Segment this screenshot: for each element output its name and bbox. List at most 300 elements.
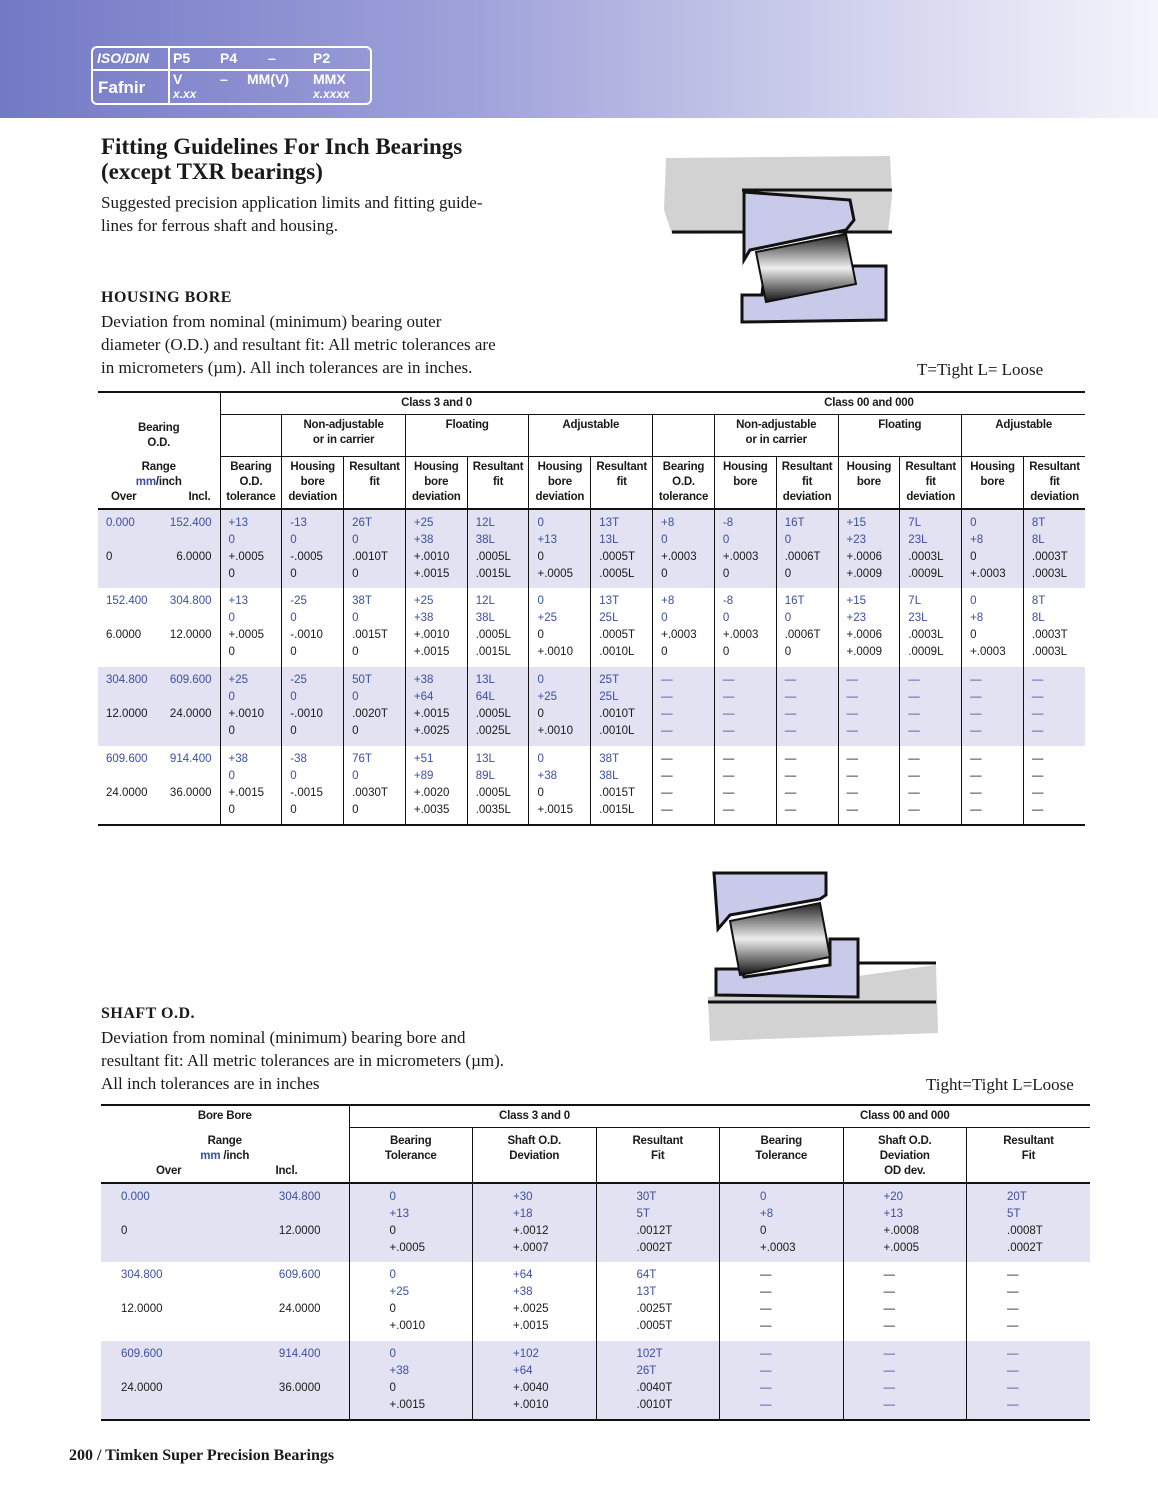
cell-value: +64 bbox=[513, 1269, 533, 1281]
cell-value: .0025L bbox=[475, 725, 511, 737]
value-cell bbox=[962, 588, 1024, 667]
cell-value: — bbox=[846, 770, 858, 782]
cell-value: 8T bbox=[1031, 595, 1046, 607]
cell-value: .0015T bbox=[599, 787, 636, 799]
cell-value: -.0015 bbox=[290, 787, 323, 799]
cell-value: +.0003 bbox=[970, 568, 1006, 580]
cell-value: — bbox=[760, 1303, 772, 1315]
cell-value: — bbox=[846, 753, 858, 765]
value-cell bbox=[1023, 746, 1085, 825]
cell-value: — bbox=[760, 1269, 772, 1281]
header-text: Resultant bbox=[596, 461, 647, 473]
cell-value: +38 bbox=[413, 612, 434, 624]
cell-value: .0015L bbox=[475, 568, 511, 580]
group-non-adjustable bbox=[714, 415, 838, 457]
header-text: Tolerance bbox=[755, 1150, 808, 1162]
cell-value: +13 bbox=[228, 517, 249, 529]
cell-value: 25L bbox=[599, 612, 619, 624]
cell-value: 0 bbox=[228, 534, 235, 546]
group-non-adjustable bbox=[282, 415, 406, 457]
header-text: Resultant bbox=[632, 1135, 684, 1147]
cell-value: +13 bbox=[389, 1208, 410, 1220]
cell-value: — bbox=[883, 1320, 896, 1332]
value-cell bbox=[962, 667, 1024, 746]
text-line: Deviation from nominal (minimum) bearing bore and bbox=[101, 1028, 466, 1047]
table-row bbox=[101, 1183, 1090, 1262]
spacer bbox=[106, 689, 220, 706]
cell-value: 0 bbox=[290, 646, 297, 658]
cell-value: 0 bbox=[970, 595, 977, 607]
header-text: Resultant bbox=[781, 461, 833, 473]
range-mm bbox=[106, 593, 220, 610]
cell-value: — bbox=[970, 770, 982, 782]
cell-value: +8 bbox=[970, 534, 984, 546]
cell-value: — bbox=[661, 804, 673, 816]
range-mm bbox=[106, 672, 220, 689]
value-cell bbox=[843, 1183, 967, 1262]
cell-value: 7L bbox=[908, 517, 922, 529]
cell-value: +.0010 bbox=[537, 646, 573, 658]
cell-value: +.0020 bbox=[413, 787, 450, 799]
cell-value: — bbox=[784, 770, 797, 782]
cell-value: 0 bbox=[228, 770, 235, 782]
header-text: tolerance bbox=[226, 491, 276, 503]
cell-value: 13L bbox=[475, 753, 495, 765]
value-cell bbox=[473, 1183, 597, 1262]
cell-value: 0 bbox=[389, 1348, 396, 1360]
cell-value: .0005T bbox=[599, 629, 636, 641]
cell-value: 0 bbox=[352, 691, 359, 703]
header-banner bbox=[0, 0, 1158, 118]
header-text: Bearing bbox=[662, 461, 705, 473]
value-cell bbox=[714, 746, 776, 825]
cell-value: 0 bbox=[722, 646, 730, 658]
range-incl-mm: 304.800 bbox=[169, 595, 212, 607]
value-cell bbox=[900, 509, 962, 588]
shaft-od-description bbox=[101, 1026, 591, 1095]
cell-value: +15 bbox=[846, 595, 867, 607]
cell-value: — bbox=[784, 804, 797, 816]
range-inch bbox=[106, 549, 220, 566]
cell-value: 0 bbox=[352, 804, 359, 816]
value-cell bbox=[591, 746, 653, 825]
cell-value: — bbox=[661, 787, 673, 799]
header-text: Non-adjustable bbox=[303, 419, 384, 431]
spacer bbox=[121, 1284, 349, 1301]
range-incl-inch: 36.0000 bbox=[169, 787, 212, 799]
cell-value: — bbox=[846, 804, 858, 816]
cell-value: 38T bbox=[599, 753, 620, 765]
cell-value: +.0010 bbox=[413, 551, 450, 563]
cell-value: +25 bbox=[537, 612, 557, 624]
cell-value: 13L bbox=[599, 534, 619, 546]
cell-value: — bbox=[784, 725, 797, 737]
range-header bbox=[98, 457, 220, 510]
cell-value: 5T bbox=[1007, 1208, 1021, 1220]
cell-value: — bbox=[661, 770, 673, 782]
column-header bbox=[714, 457, 776, 510]
cell-value: .0040T bbox=[636, 1382, 673, 1394]
range-over-mm: 304.800 bbox=[121, 1269, 163, 1281]
cell-value: +.0015 bbox=[413, 708, 450, 720]
cell-value: 38L bbox=[475, 534, 495, 546]
header-text: Bearing bbox=[230, 461, 272, 473]
cell-value: .0005L bbox=[475, 787, 511, 799]
cell-value: .0010T bbox=[636, 1399, 673, 1411]
range-incl-inch: 12.0000 bbox=[278, 1225, 321, 1237]
header-text: fit bbox=[1049, 476, 1060, 488]
cell-value: 8T bbox=[1031, 517, 1046, 529]
cell-value: .0009L bbox=[908, 646, 944, 658]
cell-value: — bbox=[1031, 708, 1044, 720]
cell-value: .0010T bbox=[352, 551, 388, 563]
range-over-mm: 609.600 bbox=[106, 753, 148, 765]
column-header bbox=[838, 457, 900, 510]
cell-value: 0 bbox=[784, 612, 792, 624]
cell-value: +.0009 bbox=[846, 646, 882, 658]
cell-value: — bbox=[1031, 770, 1044, 782]
range-incl-mm: 304.800 bbox=[278, 1191, 321, 1203]
cell-value: +38 bbox=[413, 534, 434, 546]
grade-sub: x.xx bbox=[173, 87, 197, 101]
cell-value: 12L bbox=[475, 517, 495, 529]
cell-value: +.0005 bbox=[537, 568, 573, 580]
range-over-inch: 6.0000 bbox=[106, 629, 142, 641]
cell-value: 0 bbox=[290, 568, 297, 580]
value-cell bbox=[220, 667, 282, 746]
grade-sub: x.xxxx bbox=[313, 87, 350, 101]
table-row bbox=[98, 667, 1085, 746]
cell-value: 23L bbox=[908, 612, 928, 624]
cell-value: — bbox=[1031, 674, 1044, 686]
bore-header: Bore Bore bbox=[197, 1110, 252, 1122]
header-text: bore bbox=[547, 476, 572, 488]
grade-label: MMX bbox=[313, 71, 346, 87]
value-cell bbox=[349, 1183, 473, 1262]
cell-value: +.0015 bbox=[413, 568, 450, 580]
cell-value: -.0010 bbox=[290, 708, 323, 720]
cell-value: +.0003 bbox=[722, 629, 759, 641]
value-cell bbox=[720, 1341, 844, 1420]
value-cell bbox=[282, 667, 344, 746]
header-text: Resultant bbox=[349, 461, 400, 473]
cell-value: +.0010 bbox=[389, 1320, 425, 1332]
value-cell bbox=[282, 588, 344, 667]
cell-value: 0 bbox=[537, 551, 544, 563]
header-text: Shaft O.D. bbox=[877, 1135, 932, 1147]
cell-value: 0 bbox=[290, 534, 297, 546]
cell-value: +.0015 bbox=[228, 787, 264, 799]
cell-value: 38T bbox=[352, 595, 372, 607]
header-text: O.D. bbox=[672, 476, 695, 488]
header-text: Range bbox=[141, 460, 176, 473]
cell-value: — bbox=[970, 787, 982, 799]
cell-value: 0 bbox=[352, 568, 359, 580]
text-line: Deviation from nominal (minimum) bearing outer bbox=[101, 312, 442, 331]
spacer bbox=[121, 1206, 349, 1223]
shaft-od-table bbox=[101, 1104, 1090, 1421]
cell-value: +.0010 bbox=[537, 725, 573, 737]
range-over-inch: 24.0000 bbox=[106, 787, 148, 799]
cell-value: +.0007 bbox=[513, 1242, 549, 1254]
header-text: O.D. bbox=[147, 436, 171, 449]
range-cell bbox=[98, 746, 220, 825]
page-footer: 200 / Timken Super Precision Bearings bbox=[69, 1447, 335, 1464]
subtitle-line: lines for ferrous shaft and housing. bbox=[101, 216, 339, 235]
cell-value: 0 bbox=[537, 517, 544, 529]
value-cell bbox=[591, 509, 653, 588]
range-over-inch: 0 bbox=[121, 1225, 128, 1237]
cell-value: — bbox=[1031, 753, 1044, 765]
cell-value: +38 bbox=[537, 770, 557, 782]
range-cell bbox=[101, 1183, 349, 1262]
cell-value: -38 bbox=[290, 753, 307, 765]
cell-value: .0008T bbox=[1007, 1225, 1043, 1237]
cell-value: — bbox=[661, 725, 673, 737]
spacer bbox=[106, 610, 220, 627]
cell-value: — bbox=[784, 753, 797, 765]
value-cell bbox=[900, 746, 962, 825]
value-cell bbox=[962, 746, 1024, 825]
cell-value: 0 bbox=[228, 612, 235, 624]
cell-value: 0 bbox=[228, 725, 235, 737]
value-cell bbox=[405, 588, 467, 667]
cell-value: 16T bbox=[784, 517, 805, 529]
cell-value: +.0003 bbox=[970, 646, 1006, 658]
cell-value: 0 bbox=[352, 646, 359, 658]
cell-value: 0 bbox=[352, 612, 359, 624]
value-cell bbox=[220, 746, 282, 825]
header-text: deviation bbox=[906, 491, 956, 503]
range-over-inch: 24.0000 bbox=[121, 1382, 163, 1394]
cell-value: +38 bbox=[228, 753, 249, 765]
cell-value: .0005L bbox=[599, 568, 635, 580]
cell-value: +.0008 bbox=[883, 1225, 920, 1237]
cell-value: -.0010 bbox=[290, 629, 323, 641]
cell-value: 0 bbox=[661, 612, 668, 624]
cell-value: 50T bbox=[352, 674, 372, 686]
class-3-0-header: Class 3 and 0 bbox=[349, 1105, 720, 1128]
cell-value: — bbox=[846, 787, 858, 799]
cell-value: .0005L bbox=[475, 708, 511, 720]
cell-value: — bbox=[883, 1382, 896, 1394]
value-cell bbox=[591, 667, 653, 746]
cell-value: 0 bbox=[389, 1382, 396, 1394]
cell-value: +.0005 bbox=[389, 1242, 425, 1254]
cell-value: — bbox=[908, 674, 920, 686]
cell-value: +18 bbox=[513, 1208, 533, 1220]
value-cell bbox=[467, 746, 529, 825]
header-text: Housing bbox=[970, 461, 1015, 473]
value-cell bbox=[282, 509, 344, 588]
header-text: Housing bbox=[846, 461, 892, 473]
column-header bbox=[843, 1128, 967, 1184]
cell-value: +8 bbox=[970, 612, 984, 624]
text-line: diameter (O.D.) and resultant fit: All metric tolerances are bbox=[101, 335, 496, 354]
spacer bbox=[106, 532, 220, 549]
cell-value: .0006T bbox=[784, 629, 821, 641]
cell-value: — bbox=[760, 1399, 772, 1411]
header-text: Over bbox=[111, 490, 137, 503]
cell-value: .0005T bbox=[636, 1320, 673, 1332]
cell-value: +.0003 bbox=[722, 551, 759, 563]
cell-value: .0002T bbox=[1007, 1242, 1043, 1254]
cell-value: +23 bbox=[846, 534, 867, 546]
cell-value: 0 bbox=[537, 674, 544, 686]
cell-value: 0 bbox=[389, 1303, 396, 1315]
cell-value: .0009L bbox=[908, 568, 944, 580]
cell-value: .0003L bbox=[908, 551, 944, 563]
cell-value: 26T bbox=[636, 1365, 657, 1377]
cell-value: +.0025 bbox=[513, 1303, 549, 1315]
cell-value: — bbox=[784, 708, 797, 720]
range-mm bbox=[121, 1189, 349, 1206]
header-text: Bearing bbox=[760, 1135, 802, 1147]
cell-value: 0 bbox=[760, 1191, 767, 1203]
cell-value: — bbox=[661, 691, 673, 703]
cell-value: +.0003 bbox=[760, 1242, 796, 1254]
grade-label: P4 bbox=[220, 50, 238, 66]
cell-value: — bbox=[760, 1320, 772, 1332]
cell-value: 0 bbox=[228, 568, 235, 580]
header-text: Resultant bbox=[1003, 1135, 1054, 1147]
cell-value: — bbox=[1007, 1303, 1019, 1315]
cell-value: +.0015 bbox=[413, 646, 450, 658]
page-title bbox=[101, 134, 462, 184]
cell-value: 0 bbox=[722, 612, 730, 624]
header-text: Bearing bbox=[390, 1135, 432, 1147]
cell-value: .0003L bbox=[908, 629, 944, 641]
range-inch bbox=[121, 1380, 349, 1397]
cell-value: 7L bbox=[908, 595, 922, 607]
header-text: deviation bbox=[288, 491, 338, 503]
header-text: Deviation bbox=[509, 1150, 560, 1162]
range-incl-mm: 609.600 bbox=[278, 1269, 321, 1281]
group-floating: Floating bbox=[405, 415, 529, 457]
cell-value: 0 bbox=[290, 725, 297, 737]
cell-value: 16T bbox=[784, 595, 805, 607]
cell-value: — bbox=[970, 804, 982, 816]
value-cell bbox=[596, 1183, 720, 1262]
header-text: Housing bbox=[723, 461, 768, 473]
header-text: Shaft O.D. bbox=[507, 1135, 562, 1147]
cell-value: -.0005 bbox=[290, 551, 323, 563]
header-text: Housing bbox=[413, 461, 459, 473]
value-cell bbox=[220, 509, 282, 588]
cell-value: -8 bbox=[722, 595, 734, 607]
cell-value: 89L bbox=[475, 770, 495, 782]
value-cell bbox=[529, 746, 591, 825]
cell-value: 0 bbox=[228, 804, 235, 816]
cell-value: .0025T bbox=[636, 1303, 673, 1315]
cell-value: 38L bbox=[475, 612, 495, 624]
cell-value: 13T bbox=[599, 595, 620, 607]
column-header bbox=[962, 457, 1024, 510]
cell-value: 0 bbox=[784, 534, 792, 546]
cell-value: 0 bbox=[228, 646, 235, 658]
cell-value: 0 bbox=[352, 534, 359, 546]
table-row bbox=[98, 588, 1085, 667]
cell-value: +15 bbox=[846, 517, 867, 529]
cell-value: +38 bbox=[413, 674, 434, 686]
range-over-inch: 0 bbox=[106, 551, 113, 563]
spacer bbox=[106, 768, 220, 785]
value-cell bbox=[467, 509, 529, 588]
grade-label: – bbox=[268, 50, 276, 66]
range-cell bbox=[101, 1262, 349, 1341]
cell-value: — bbox=[908, 804, 920, 816]
class-3-0-header: Class 3 and 0 bbox=[220, 392, 653, 415]
cell-value: 8L bbox=[1031, 612, 1045, 624]
cell-value: +25 bbox=[389, 1286, 410, 1298]
column-header bbox=[900, 457, 962, 510]
value-cell bbox=[1023, 588, 1085, 667]
cell-value: .0015L bbox=[475, 646, 511, 658]
cell-value: .0003T bbox=[1031, 551, 1068, 563]
range-cell bbox=[98, 509, 220, 588]
value-cell bbox=[720, 1183, 844, 1262]
cell-value: — bbox=[1031, 787, 1044, 799]
cell-value: — bbox=[970, 753, 982, 765]
range-cell bbox=[98, 588, 220, 667]
cell-value: +8 bbox=[661, 517, 675, 529]
cell-value: 0 bbox=[352, 770, 359, 782]
cell-value: 0 bbox=[722, 568, 730, 580]
cell-value: — bbox=[908, 753, 920, 765]
value-cell bbox=[467, 588, 529, 667]
cell-value: -8 bbox=[722, 517, 734, 529]
range-header bbox=[101, 1128, 349, 1184]
value-cell bbox=[344, 667, 406, 746]
shaft-od-heading: SHAFT O.D. bbox=[101, 1005, 196, 1022]
header-text: Housing bbox=[290, 461, 335, 473]
range-mm bbox=[121, 1267, 349, 1284]
cell-value: 0 bbox=[661, 568, 668, 580]
cell-value: +102 bbox=[513, 1348, 539, 1360]
value-cell bbox=[967, 1183, 1091, 1262]
cell-value: 0 bbox=[389, 1225, 396, 1237]
range-over-mm: 0.000 bbox=[106, 517, 135, 529]
cell-value: +.0005 bbox=[883, 1242, 920, 1254]
cell-value: — bbox=[661, 708, 673, 720]
class-00-000-header: Class 00 and 000 bbox=[653, 392, 1086, 415]
cell-value: +.0015 bbox=[537, 804, 573, 816]
value-cell bbox=[529, 667, 591, 746]
header-text: mm bbox=[135, 475, 156, 488]
value-cell bbox=[591, 588, 653, 667]
cell-value: +.0015 bbox=[513, 1320, 549, 1332]
cell-value: 0 bbox=[290, 612, 297, 624]
cell-value: — bbox=[722, 804, 735, 816]
column-header bbox=[282, 457, 344, 510]
cell-value: — bbox=[1007, 1348, 1019, 1360]
cell-value: .0003L bbox=[1031, 568, 1068, 580]
header-text: Resultant bbox=[905, 461, 956, 473]
value-cell bbox=[282, 746, 344, 825]
cell-value: 13T bbox=[599, 517, 620, 529]
cell-value: 0 bbox=[290, 770, 297, 782]
cell-value: +.0010 bbox=[513, 1399, 549, 1411]
range-over-inch: 12.0000 bbox=[121, 1303, 163, 1315]
cell-value: .0015T bbox=[352, 629, 388, 641]
text-line: All inch tolerances are in inches bbox=[101, 1074, 320, 1093]
header-text: mm bbox=[200, 1149, 221, 1162]
cell-value: +.0010 bbox=[228, 708, 264, 720]
cell-value: — bbox=[908, 708, 920, 720]
cell-value: — bbox=[846, 691, 858, 703]
value-cell bbox=[962, 509, 1024, 588]
header-text: fit bbox=[801, 476, 813, 488]
